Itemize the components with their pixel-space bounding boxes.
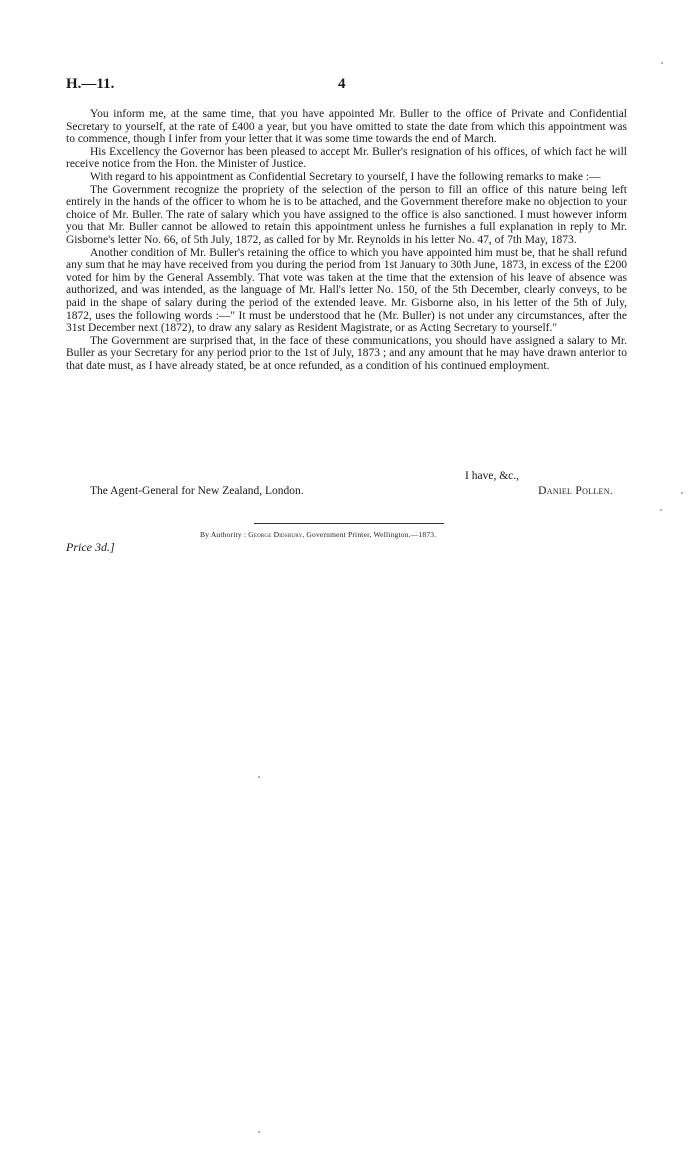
signature: Daniel Pollen. [538,485,613,497]
document-id: H.—11. [66,76,115,92]
printer-suffix: , Government Printer, Wellington.—1873. [302,530,437,539]
scan-speck [681,492,683,494]
closing-greeting: I have, &c., [465,470,519,482]
paragraph: You inform me, at the same time, that you have appointed Mr. Buller to the office of Private and Confidential Secretary to yourself, at the rate of £400 a year, but you have omitted to state the date from which this appointment was to commence, though I infer from your letter that it was some time towards the end of March. [66,108,627,146]
price-label: Price 3d.] [66,540,115,554]
paragraph: With regard to his appointment as Confidential Secretary to yourself, I have the following remarks to make :— [90,170,601,183]
addressee: The Agent-General for New Zealand, London. [90,485,304,497]
letter-closing [66,470,627,500]
paragraph: The Government are surprised that, in the face of these communications, you should have assigned a salary to Mr. Buller as your Secretary for any period prior to the 1st of July, 1873 ; and any amount that he may have drawn anterior to that date must, as I have already stated, be at once refunded, as a condition of his continued employment. [66,334,627,372]
scan-speck [661,62,663,64]
paragraph: The Government recognize the propriety of the selection of the person to fill an office of this nature being left entirely in the hands of the officer to whom he is to be attached, and the Government therefore make no objection to your choice of Mr. Buller. The rate of salary which you have assigned to the office is also sanctioned. I must however inform you that Mr. Buller cannot be allowed to retain this appointment unless he furnishes a full explanation in reply to Mr. Gisborne's letter No. 66, of 5th July, 1872, as called for by Mr. Reynolds in his letter No. 47, of 7th May, 1873. [66,183,627,246]
letter-body [66,108,627,372]
scan-speck [660,509,662,511]
page-header [66,76,626,96]
scan-speck [258,776,260,778]
paragraph: His Excellency the Governor has been pleased to accept Mr. Buller's resignation of his offices, of which fact he will receive notice from the Hon. the Minister of Justice. [66,145,627,171]
scan-speck [258,1131,260,1133]
printer-imprint [200,530,436,539]
authority-prefix: By Authority : [200,530,249,539]
paragraph: Another condition of Mr. Buller's retaining the office to which you have appointed him must be, that he shall refund any sum that he may have received from you during the period from 1st January to 30th June, 1873, in excess of the £200 voted for him by the General Assembly. That vote was taken at the time that the extension of his leave of absence was authorized, and was intended, as the language of Mr. Hall's letter No. 150, of the 5th December, clearly conveys, to be paid in the shape of salary during the period of the extended leave. Mr. Gisborne also, in his letter of the 5th of July, 1872, uses the following words :—" It must be understood that he (Mr. Buller) is not under any circumstances, after the 31st December next (1872), to draw any salary as Resident Magistrate, or as Acting Secretary to yourself." [66,246,627,335]
footer-divider [254,523,444,524]
printer-name: George Didsbury [248,530,303,539]
page-number: 4 [338,76,346,92]
